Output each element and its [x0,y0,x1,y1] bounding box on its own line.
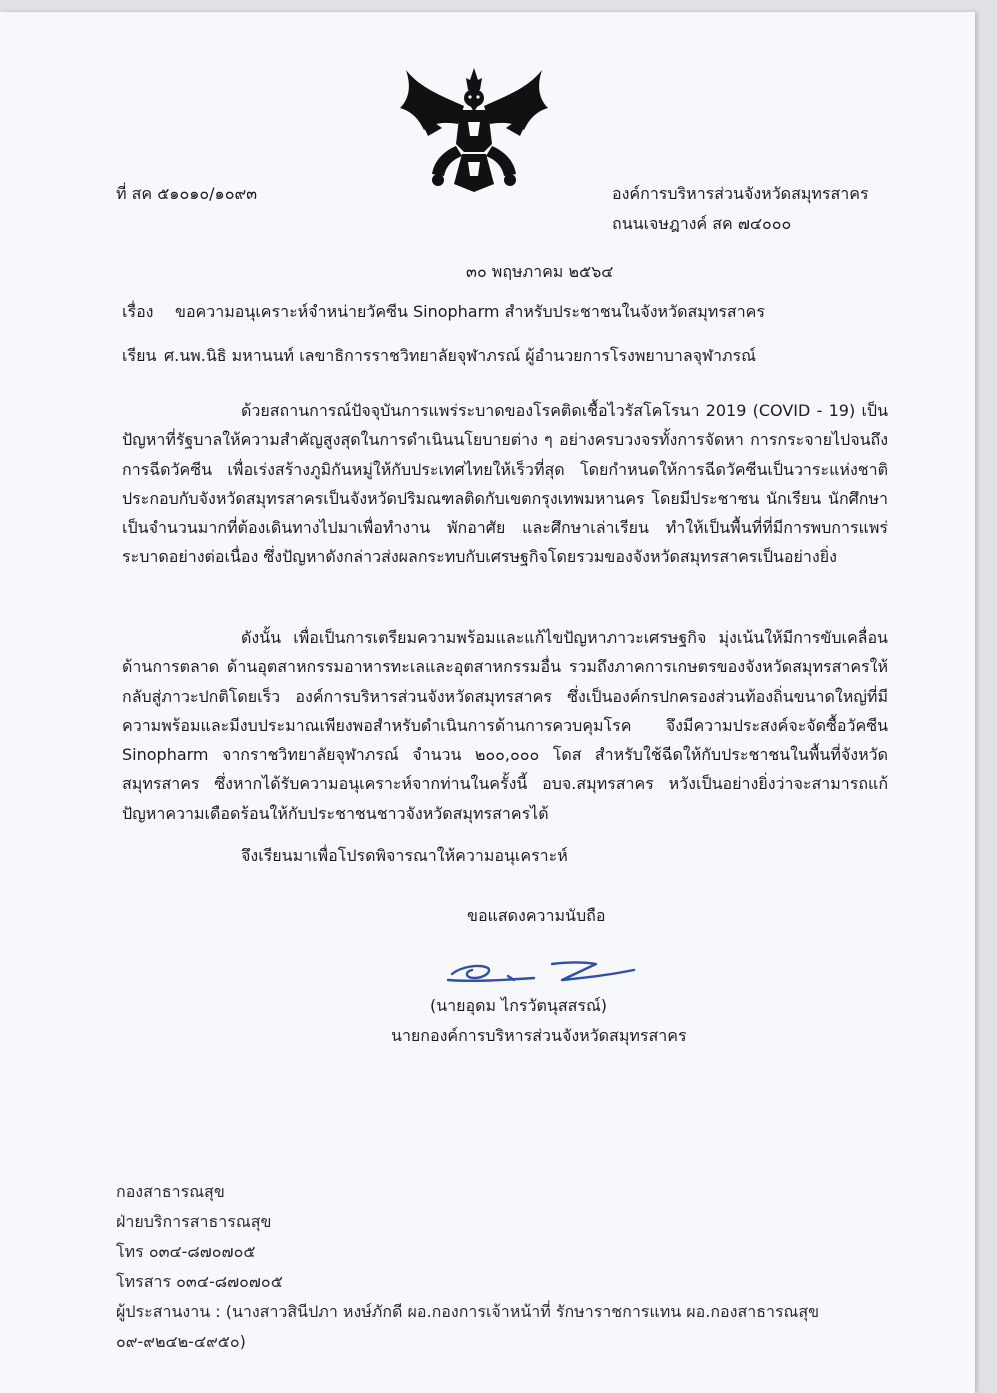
salutation: ขอแสดงความนับถือ [467,906,606,925]
footer-coordinator-phone: ๐๙-๙๒๔๒-๔๙๕๐) [116,1332,246,1351]
subject-label: เรื่อง [122,302,154,321]
closing-request: จึงเรียนมาเพื่อโปรดพิจารณาให้ความอนุเคราะห์ [241,846,568,865]
signatory-name: (นายอุดม ไกรวัตนุสสรณ์) [430,996,608,1015]
footer-division: กองสาธารณสุข [116,1182,225,1201]
handwritten-signature [444,956,644,988]
recipient-label: เรียน [122,346,157,365]
reference-number: ที่ สค ๕๑๐๑๐/๑๐๙๓ [116,184,258,203]
footer-fax: โทรสาร ๐๓๔-๘๗๐๗๐๕ [116,1272,283,1291]
signatory-position: นายกองค์การบริหารส่วนจังหวัดสมุทรสาคร [391,1026,687,1045]
body-paragraph-1: ด้วยสถานการณ์ปัจจุบันการแพร่ระบาดของโรคติดเชื้อไวรัสโคโรนา 2019 (COVID - 19) เป็นปัญหาที่รัฐบาลให้ความสำคัญสูงสุดในการดำเนินนโยบายต่าง ๆ อย่างครบวงจรทั้งการจัดหา การกระจายไปจนถึงการฉีดวัคซีน เพื่อเร่งสร้างภูมิกันหมู่ให้กับประเทศไทยให้เร็วที่สุด โดยกำหนดให้การฉีดวัคซีนเป็นวาระแห่งชาติ ประกอบกับจังหวัดสมุทรสาครเป็นจังหวัดปริมณฑลติดกับเขตกรุงเทพมหานคร โดยมีประชาชน นักเรียน นักศึกษา เป็นจำนวนมากที่ต้องเดินทางไปมาเพื่อทำงาน พักอาศัย และศึกษาเล่าเรียน ทำให้เป็นพื้นที่ที่มีการพบการแพร่ระบาดอย่างต่อเนื่อง ซึ่งปัญหาดังกล่าวส่งผลกระทบกับเศรษฐกิจโดยรวมของจังหวัดสมุทรสาครเป็นอย่างยิ่ง [122,401,889,567]
organization-name: องค์การบริหารส่วนจังหวัดสมุทรสาคร [612,184,869,203]
footer-phone: โทร ๐๓๔-๘๗๐๗๐๕ [116,1242,256,1261]
body-paragraph-2: ดังนั้น เพื่อเป็นการเตรียมความพร้อมและแก้ไขปัญหาภาวะเศรษฐกิจ มุ่งเน้นให้มีการขับเคลื่อนด้านการตลาด ด้านอุตสาหกรรมอาหารทะเลและอุตสาหกรรมอื่น รวมถึงภาคการเกษตรของจังหวัดสมุทรสาครให้กลับสู่ภาวะปกติโดยเร็ว องค์การบริหารส่วนจังหวัดสมุทรสาคร ซึ่งเป็นองค์กรปกครองส่วนท้องถิ่นขนาดใหญ่ที่มีความพร้อมและมีงบประมาณเพียงพอสำหรับดำเนินการด้านการควบคุมโรค จึงมีความประสงค์จะจัดซื้อวัคซีน Sinopharm จากราชวิทยาลัยจุฬาภรณ์ จำนวน ๒๐๐,๐๐๐ โดส สำหรับใช้ฉีดให้กับประชาชนในพื้นที่จังหวัดสมุทรสาคร ซึ่งหากได้รับความอนุเคราะห์จากท่านในครั้งนี้ อบจ.สมุทรสาคร หวังเป็นอย่างยิ่งว่าจะสามารถแก้ปัญหาความเดือดร้อนให้กับประชาชนชาวจังหวัดสมุทรสาครได้ [122,628,889,823]
recipient-text: ศ.นพ.นิธิ มหานนท์ เลขาธิการราชวิทยาลัยจุฬาภรณ์ ผู้อำนวยการโรงพยาบาลจุฬาภรณ์ [164,346,756,365]
letter-page [0,12,975,1393]
organization-address: ถนนเจษฎางค์ สค ๗๔๐๐๐ [612,214,792,233]
footer-coordinator: ผู้ประสานงาน : (นางสาวสินีปภา หงษ์ภักดี ผอ.กองการเจ้าหน้าที่ รักษาราชการแทน ผอ.กองสาธารณสุข [116,1302,820,1321]
letter-date: ๓๐ พฤษภาคม ๒๕๖๔ [466,262,614,281]
garuda-emblem-icon [398,66,550,192]
subject-text: ขอความอนุเคราะห์จำหน่ายวัคซีน Sinopharm สำหรับประชาชนในจังหวัดสมุทรสาคร [175,302,765,321]
footer-section: ฝ่ายบริการสาธารณสุข [116,1212,272,1231]
